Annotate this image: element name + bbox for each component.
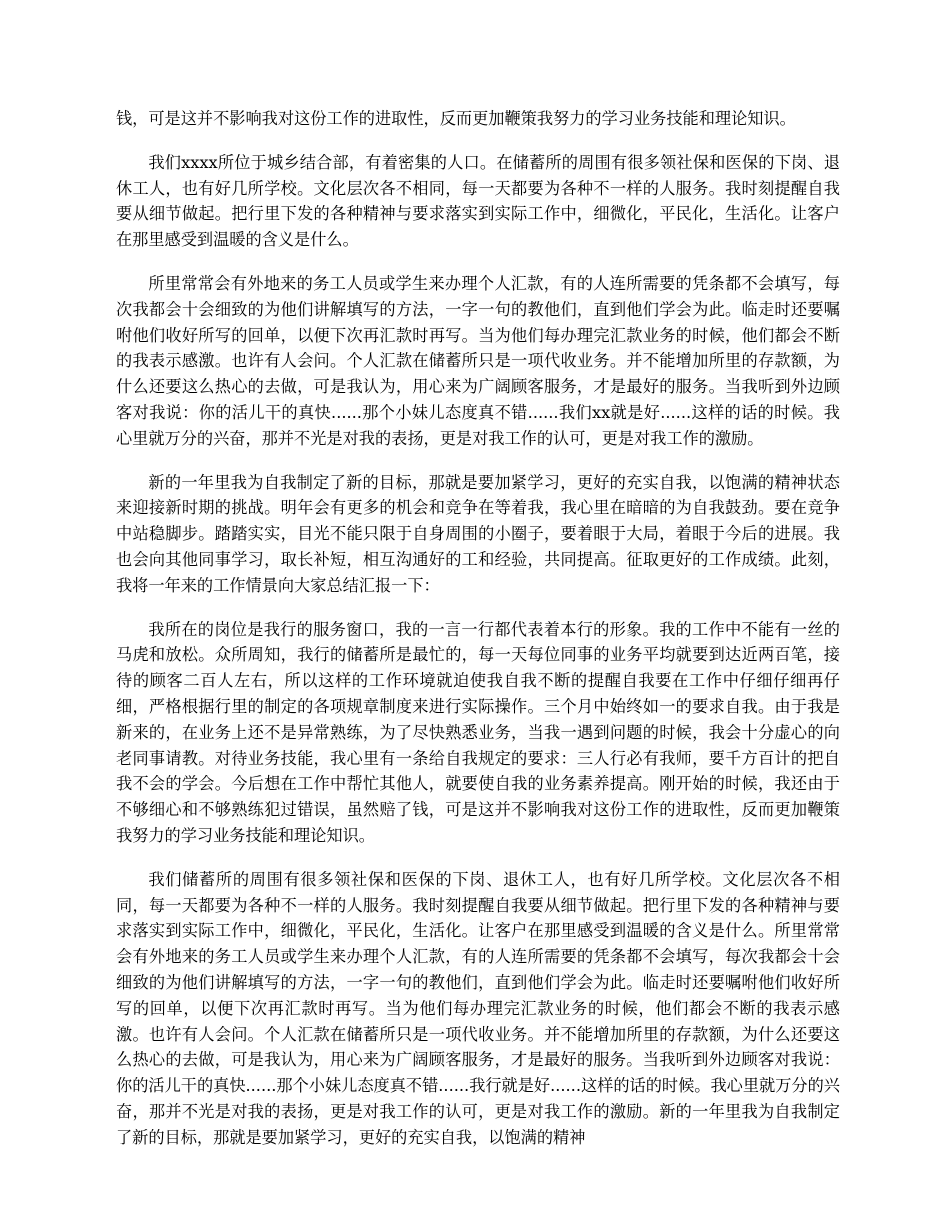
document-page	[116, 106, 840, 1168]
paragraph-2: 我们xxxx所位于城乡结合部，有着密集的人口。在储蓄所的周围有很多领社保和医保的下岗、退休工人，也有好几所学校。文化层次各不相同，每一天都要为各种不一样的人服务。我时刻提醒自我要从细节做起。把行里下发的各种精神与要求落实到实际工作中，细微化，平民化，生活化。让客户在那里感受到温暖的含义是什么。	[116, 152, 840, 250]
paragraph-6: 我们储蓄所的周围有很多领社保和医保的下岗、退休工人，也有好几所学校。文化层次各不相同，每一天都要为各种不一样的人服务。我时刻提醒自我要从细节做起。把行里下发的各种精神与要求落实到实际工作中，细微化，平民化，生活化。让客户在那里感受到温暖的含义是什么。所里常常会有外地来的务工人员或学生来办理个人汇款，有的人连所需要的凭条都不会填写，每次我都会十会细致的为他们讲解填写的方法，一字一句的教他们，直到他们学会为此。临走时还要嘱咐他们收好所写的回单，以便下次再汇款时再写。当为他们每办理完汇款业务的时候，他们都会不断的我表示感激。也许有人会问。个人汇款在储蓄所只是一项代收业务。并不能增加所里的存款额，为什么还要这么热心的去做，可是我认为，用心来为广阔顾客服务，才是最好的服务。当我听到外边顾客对我说：你的活儿干的真快......那个小妹儿态度真不错......我行就是好......这样的话的时候。我心里就万分的兴奋，那并不光是对我的表扬，更是对我工作的认可，更是对我工作的激励。新的一年里我为自我制定了新的目标，那就是要加紧学习，更好的充实自我，以饱满的精神	[116, 869, 840, 1147]
paragraph-3: 所里常常会有外地来的务工人员或学生来办理个人汇款，有的人连所需要的凭条都不会填写，每次我都会十会细致的为他们讲解填写的方法，一字一句的教他们，直到他们学会为此。临走时还要嘱咐他们收好所写的回单，以便下次再汇款时再写。当为他们每办理完汇款业务的时候，他们都会不断的我表示感激。也许有人会问。个人汇款在储蓄所只是一项代收业务。并不能增加所里的存款额，为什么还要这么热心的去做，可是我认为，用心来为广阔顾客服务，才是最好的服务。当我听到外边顾客对我说：你的活儿干的真快......那个小妹儿态度真不错......我们xx就是好......这样的话的时候。我心里就万分的兴奋，那并不光是对我的表扬，更是对我工作的认可，更是对我工作的激励。	[116, 273, 840, 448]
paragraph-5: 我所在的岗位是我行的服务窗口，我的一言一行都代表着本行的形象。我的工作中不能有一丝的马虎和放松。众所周知，我行的储蓄所是最忙的，每一天每位同事的业务平均就要到达近两百笔，接待的顾客二百人左右，所以这样的工作环境就迫使我自我不断的提醒自我要在工作中仔细仔细再仔细，严格根据行里的制定的各项规章制度来进行实际操作。三个月中始终如一的要求自我。由于我是新来的，在业务上还不是异常熟练，为了尽快熟悉业务，当我一遇到问题的时候，我会十分虚心的向老同事请教。对待业务技能，我心里有一条给自我规定的要求：三人行必有我师，要千方百计的把自我不会的学会。今后想在工作中帮忙其他人，就要使自我的业务素养提高。刚开始的时候，我还由于不够细心和不够熟练犯过错误，虽然赔了钱，可是这并不影响我对这份工作的进取性，反而更加鞭策我努力的学习业务技能和理论知识。	[116, 619, 840, 845]
paragraph-4: 新的一年里我为自我制定了新的目标，那就是要加紧学习，更好的充实自我，以饱满的精神状态来迎接新时期的挑战。明年会有更多的机会和竞争在等着我，我心里在暗暗的为自我鼓劲。要在竞争中站稳脚步。踏踏实实，目光不能只限于自身周围的小圈子，要着眼于大局，着眼于今后的进展。我也会向其他同事学习，取长补短，相互沟通好的工和经验，共同提高。征取更好的工作成绩。此刻，我将一年来的工作情景向大家总结汇报一下：	[116, 472, 840, 595]
paragraph-1: 钱，可是这并不影响我对这份工作的进取性，反而更加鞭策我努力的学习业务技能和理论知识。	[116, 109, 796, 128]
